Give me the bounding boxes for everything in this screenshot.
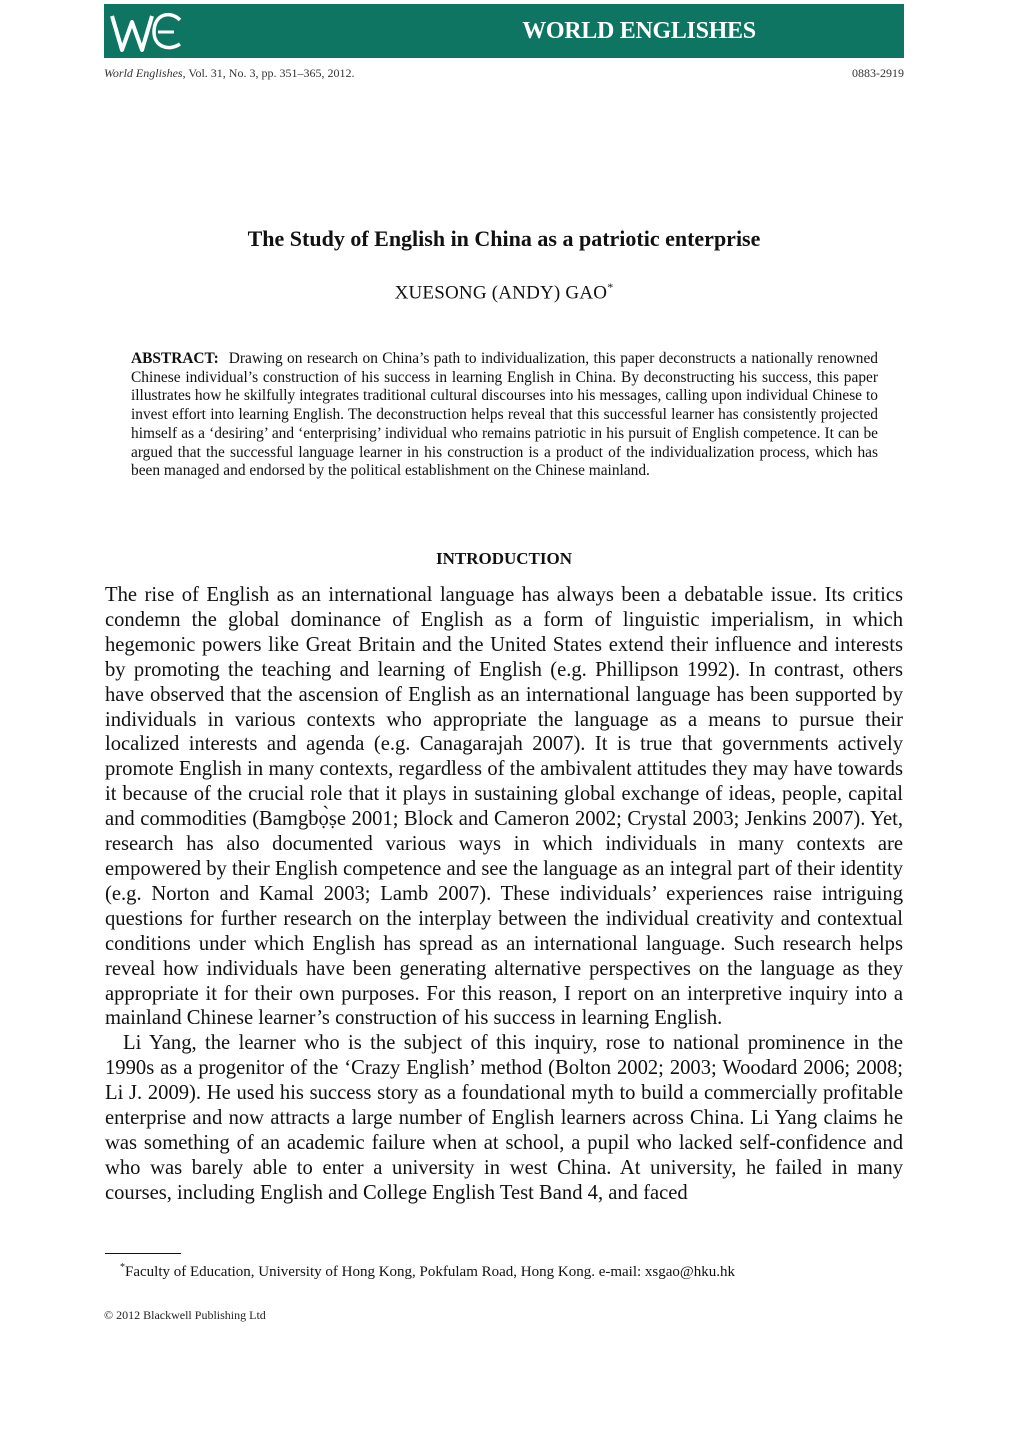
article-title: The Study of English in China as a patriotic enterprise (247, 226, 761, 251)
footnote-marker: * (120, 1262, 125, 1273)
section-heading-introduction: INTRODUCTION (435, 549, 573, 568)
citation-details: , Vol. 31, No. 3, pp. 351–365, 2012. (182, 66, 355, 80)
abstract (131, 350, 878, 481)
we-logo-icon (108, 6, 184, 56)
journal-citation-line (104, 66, 904, 81)
banner-title: WORLD ENGLISHES (522, 18, 756, 44)
author-footnote-marker: * (607, 280, 614, 294)
author-line (104, 280, 904, 304)
body-paragraph: The rise of English as an international language has always been a debatable issue. Its critics condemn the global dominance of English as a form of linguistic imperialism, in which hegemonic powers like Great Britain and the United States extend their influence and interests by promoting the teaching and learning of English (e.g. Phillipson 1992). In contrast, others have observed that the ascension of English as an international language has been supported by individuals in various contexts who appropriate the language as a means to pursue their localized interests and agenda (e.g. Canagarajah 2007). It is true that governments actively promote English in many contexts, regardless of the ambivalent attitudes they may have towards it because of the crucial role that it plays in sustaining global exchange of ideas, people, capital and commodities (Bamgbọ̀ṣe 2001; Block and Cameron 2002; Crystal 2003; Jenkins 2007). Yet, research has also documented various ways in which individuals in many contexts are empowered by their English competence and see the language as an integral part of their identity (e.g. Norton and Kamal 2003; Lamb 2007). These individuals’ experiences raise intriguing questions for further research on the interplay between the individual creativity and contextual conditions under which English has spread as an international language. Such research helps reveal how individuals have been generating alternative perspectives on the language as they appropriate it for their own purposes. For this reason, I report on an interpretive inquiry into a mainland Chinese learner’s construction of his success in learning English. (105, 584, 903, 1030)
abstract-text: Drawing on research on China’s path to individualization, this paper deconstructs a nationally renowned Chinese individual’s construction of his success in learning English in China. By deconstructing his success, this paper illustrates how he skilfully integrates traditional cultural discourses into his messages, calling upon individual Chinese to invest effort into learning English. The deconstruction helps reveal that this successful learner has consistently projected himself as a ‘desiring’ and ‘enterprising’ individual who remains patriotic in his pursuit of English competence. It can be argued that the successful language learner in his construction is a product of the individualization process, which has been managed and endorsed by the political establishment on the Chinese mainland. (131, 350, 878, 480)
introduction-body (105, 583, 903, 1206)
copyright-notice: © 2012 Blackwell Publishing Ltd (104, 1308, 266, 1322)
footnote (120, 1262, 900, 1281)
body-paragraph: Li Yang, the learner who is the subject of this inquiry, rose to national prominence in the 1990s as a progenitor of the ‘Crazy English’ method (Bolton 2002; 2003; Woodard 2006; 2008; Li J. 2009). He used his success story as a foundational myth to build a commercially profitable enterprise and now attracts a large number of English learners across China. Li Yang claims he was something of an academic failure when at school, a pupil who lacked self-confidence and who was barely able to enter a university in west China. At university, he failed in many courses, including English and College English Test Band 4, and faced (105, 1032, 903, 1204)
footnote-text: Faculty of Education, University of Hong Kong, Pokfulam Road, Hong Kong. e-mail: xsgao@hku.hk (125, 1264, 735, 1280)
journal-banner (104, 4, 904, 58)
journal-logo (104, 4, 184, 58)
issn: 0883-2919 (852, 66, 904, 80)
author-name: XUESONG (ANDY) GAO (394, 282, 608, 304)
footnote-divider (105, 1253, 181, 1254)
abstract-label: ABSTRACT: (131, 350, 219, 367)
citation (104, 66, 354, 81)
journal-name: World Englishes (104, 66, 183, 80)
